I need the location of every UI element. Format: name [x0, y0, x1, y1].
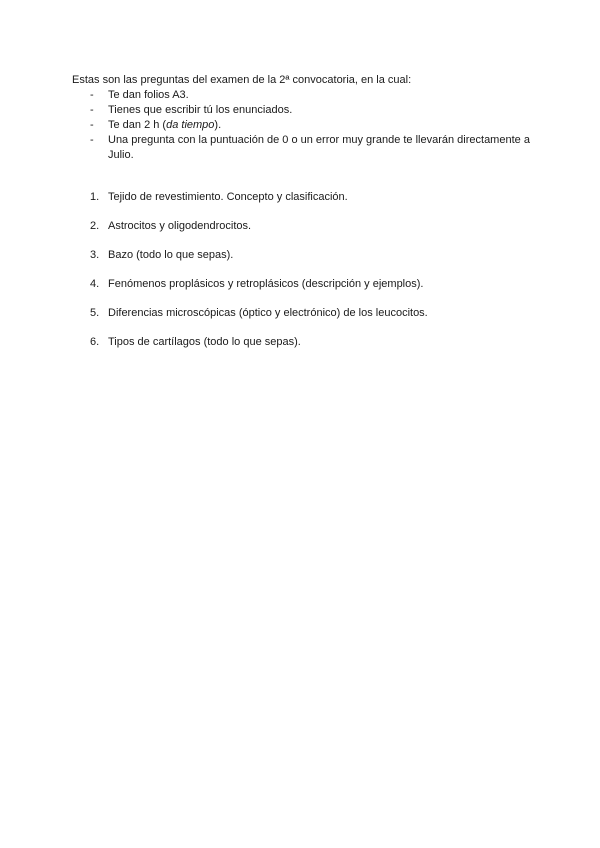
note-item	[90, 118, 530, 133]
dash-marker: -	[90, 104, 94, 116]
question-item	[90, 248, 530, 263]
note-item	[90, 103, 530, 118]
question-number: 4.	[90, 278, 100, 290]
note-text: Una pregunta con la puntuación de 0 o un error muy grande te llevarán directamente a Julio.	[108, 134, 530, 161]
note-item	[90, 88, 530, 103]
note-text-italic: da tiempo	[166, 119, 215, 131]
question-text: Fenómenos proplásicos y retroplásicos (descripción y ejemplos).	[108, 278, 424, 290]
questions-list	[90, 190, 530, 364]
question-item	[90, 190, 530, 205]
question-number: 6.	[90, 336, 100, 348]
question-text: Astrocitos y oligodendrocitos.	[108, 220, 252, 232]
note-text: Tienes que escribir tú los enunciados.	[108, 104, 293, 116]
intro-text: Estas son las preguntas del examen de la 2ª convocatoria, en la cual:	[72, 74, 412, 86]
question-text: Bazo (todo lo que sepas).	[108, 249, 234, 261]
question-number: 5.	[90, 307, 100, 319]
question-text: Tipos de cartílagos (todo lo que sepas).	[108, 336, 301, 348]
question-item	[90, 335, 530, 350]
dash-marker: -	[90, 89, 94, 101]
notes-list	[90, 88, 530, 163]
question-item	[90, 306, 530, 321]
question-text: Tejido de revestimiento. Concepto y clasificación.	[108, 191, 348, 203]
question-item	[90, 219, 530, 234]
question-number: 3.	[90, 249, 100, 261]
dash-marker: -	[90, 119, 94, 131]
note-item	[90, 133, 530, 163]
note-text: Te dan folios A3.	[108, 89, 189, 101]
note-text-after: ).	[214, 119, 222, 131]
note-text-before: Te dan 2 h (	[108, 119, 167, 131]
question-number: 2.	[90, 220, 100, 232]
question-text: Diferencias microscópicas (óptico y electrónico) de los leucocitos.	[108, 307, 428, 319]
question-item	[90, 277, 530, 292]
dash-marker: -	[90, 134, 94, 146]
question-number: 1.	[90, 191, 100, 203]
